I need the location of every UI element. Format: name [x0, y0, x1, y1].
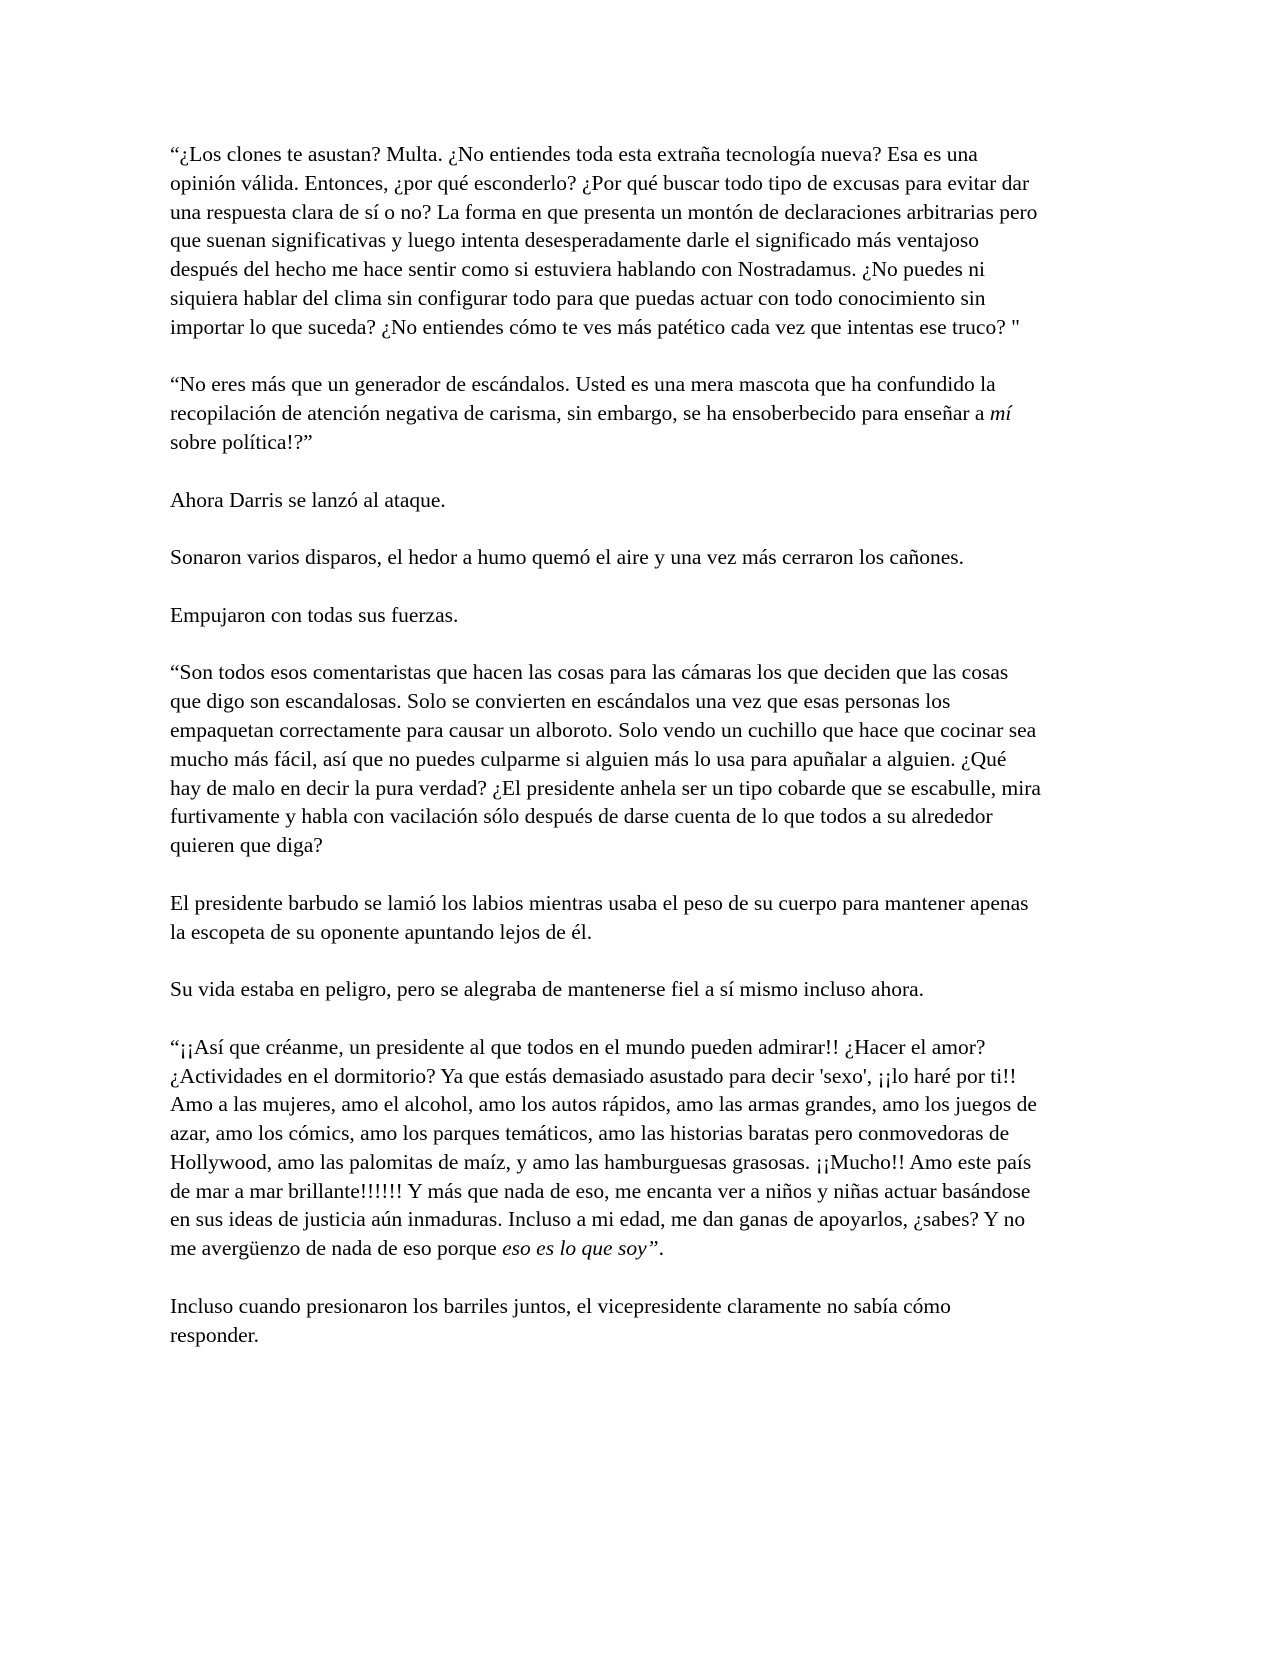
paragraph	[170, 975, 1042, 1004]
text-run: Su vida estaba en peligro, pero se alegraba de mantenerse fiel a sí mismo incluso ahora.	[170, 977, 925, 1002]
text-run: “No eres más que un generador de escándalos. Usted es una mera mascota que ha confundido la recopilación de atención negativa de carisma, sin embargo, se ha ensoberbecido para enseñar a	[170, 372, 996, 426]
text-run: Empujaron con todas sus fuerzas.	[170, 602, 459, 627]
paragraph	[170, 370, 1042, 456]
paragraph	[170, 658, 1042, 860]
paragraph	[170, 1033, 1042, 1263]
text-run: eso es lo que soy”	[502, 1236, 659, 1261]
paragraph	[170, 889, 1042, 947]
paragraph	[170, 486, 1042, 515]
paragraph	[170, 543, 1042, 572]
text-run: El presidente barbudo se lamió los labios mientras usaba el peso de su cuerpo para mantener apenas la escopeta de su oponente apuntando lejos de él.	[170, 890, 1029, 944]
text-run: “Son todos esos comentaristas que hacen las cosas para las cámaras los que deciden que las cosas que digo son escandalosas. Solo se convierten en escándalos una vez que esas personas los empaquetan correctamente para causar un alboroto. Solo vendo un cuchillo que hace que cocinar sea mucho más fácil, así que no puedes culparme si alguien más lo usa para apuñalar a alguien. ¿Qué hay de malo en decir la pura verdad? ¿El presidente anhela ser un tipo cobarde que se escabulle, mira furtivamente y habla con vacilación sólo después de darse cuenta de lo que todos a su alrededor quieren que diga?	[170, 660, 1041, 858]
paragraph	[170, 140, 1042, 342]
text-run: sobre política!?”	[170, 429, 313, 454]
text-run: Sonaron varios disparos, el hedor a humo quemó el aire y una vez más cerraron los cañones.	[170, 545, 965, 570]
text-run: “¡¡Así que créanme, un presidente al que todos en el mundo pueden admirar!! ¿Hacer el amor? ¿Actividades en el dormitorio? Ya que estás demasiado asustado para decir 'sexo', ¡¡lo haré por ti!! Amo a las mujeres, amo el alcohol, amo los autos rápidos, amo las armas grandes, amo los juegos de azar, amo los cómics, amo los parques temáticos, amo las historias baratas pero conmovedoras de Hollywood, amo las palomitas de maíz, y amo las hamburguesas grasosas. ¡¡Mucho!! Amo este país de mar a mar brillante!!!!!! Y más que nada de eso, me encanta ver a niños y niñas actuar basándose en sus ideas de justicia aún inmaduras. Incluso a mi edad, me dan ganas de apoyarlos, ¿sabes? Y no me avergüenzo de nada de eso porque	[170, 1034, 1037, 1261]
text-run: mí	[989, 401, 1012, 426]
text-run: .	[658, 1236, 664, 1261]
text-run: Incluso cuando presionaron los barriles juntos, el vicepresidente claramente no sabía cómo responder.	[170, 1293, 951, 1347]
text-run: Ahora Darris se lanzó al ataque.	[170, 487, 446, 512]
document-body	[170, 140, 1040, 1349]
paragraph	[170, 1292, 1042, 1350]
text-run: “¿Los clones te asustan? Multa. ¿No entiendes toda esta extraña tecnología nueva? Esa es una opinión válida. Entonces, ¿por qué esconderlo? ¿Por qué buscar todo tipo de excusas para evitar dar una respuesta clara de sí o no? La forma en que presenta un montón de declaraciones arbitrarias pero que suenan significativas y luego intenta desesperadamente darle el significado más ventajoso después del hecho me hace sentir como si estuviera hablando con Nostradamus. ¿No puedes ni siquiera hablar del clima sin configurar todo para que puedas actuar con todo conocimiento sin importar lo que suceda? ¿No entiendes cómo te ves más patético cada vez que intentas ese truco? "	[170, 142, 1038, 339]
paragraph	[170, 601, 1042, 630]
